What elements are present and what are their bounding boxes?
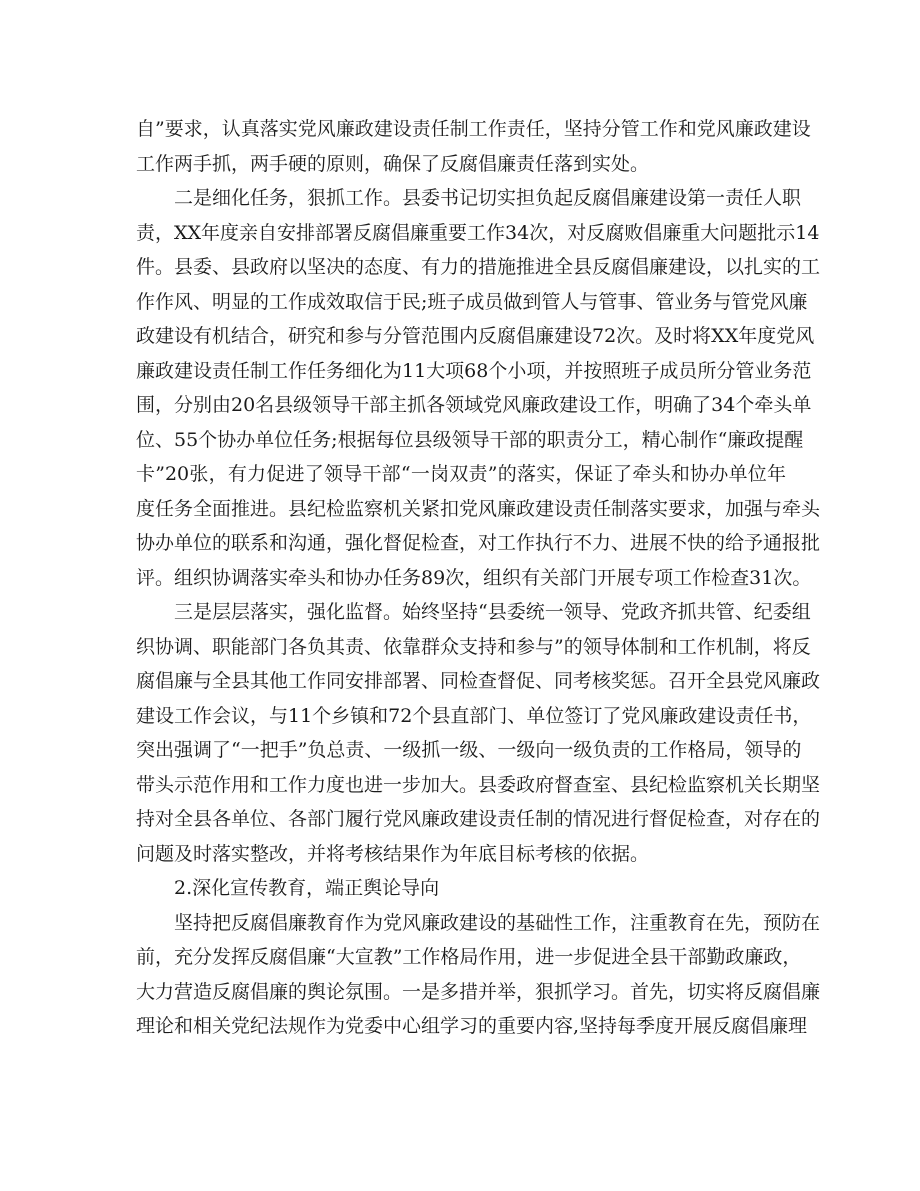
section-heading: 2.深化宣传教育，端正舆论导向 bbox=[174, 877, 440, 899]
text-line: 突出强调了“一把手”负总责、一级抓一级、一级向一级负责的工作格局，领导的 bbox=[136, 739, 802, 761]
text-line: 坚持把反腐倡廉教育作为党风廉政建设的基础性工作，注重教育在先，预防在 bbox=[174, 911, 821, 934]
text-line: 廉政建设责任制工作任务细化为11大项68个小项，并按照班子成员所分管业务范 bbox=[136, 359, 812, 382]
text-line: 政建设有机结合，研究和参与分管范围内反腐倡廉建设72次。及时将XX年度党风 bbox=[136, 325, 815, 347]
text-line: 腐倡廉与全县其他工作同安排部署、同检查督促、同考核奖惩。召开全县党风廉政 bbox=[136, 670, 821, 692]
text-line: 持对全县各单位、各部门履行党风廉政建设责任制的情况进行督促检查，对存在的 bbox=[136, 808, 821, 830]
text-line: 工作两手抓，两手硬的原则，确保了反腐倡廉责任落到实处。 bbox=[136, 152, 650, 175]
text-line: 前，充分发挥反腐倡廉“大宣教”工作格局作用，进一步促进全县干部勤政廉政， bbox=[136, 946, 802, 968]
text-line: 围，分别由20名县级领导干部主抓各领域党风廉政建设工作，明确了34个牵头单 bbox=[136, 394, 812, 416]
text-line: 责，XX年度亲自安排部署反腐倡廉重要工作34次，对反腐败倡廉重大问题批示14 bbox=[136, 221, 820, 244]
text-line: 建设工作会议，与11个乡镇和72个县直部门、单位签订了党风廉政建设责任书， bbox=[136, 704, 812, 727]
text-line: 协办单位的联系和沟通，强化督促检查，对工作执行不力、进展不快的给予通报批 bbox=[136, 532, 821, 554]
document-body bbox=[136, 112, 821, 1044]
text-line: 大力营造反腐倡廉的舆论氛围。一是多措并举，狠抓学习。首先，切实将反腐倡廉 bbox=[136, 980, 821, 1003]
text-line: 织协调、职能部门各负其责、依靠群众支持和参与”的领导体制和工作机制，将反 bbox=[136, 635, 811, 658]
text-line: 自”要求，认真落实党风廉政建设责任制工作责任，坚持分管工作和党风廉政建设 bbox=[136, 118, 811, 140]
text-line: 评。组织协调落实牵头和协办任务89次，组织有关部门开展专项工作检查31次。 bbox=[136, 566, 812, 589]
text-line: 理论和相关党纪法规作为党委中心组学习的重要内容,坚持每季度开展反腐倡廉理 bbox=[136, 1015, 808, 1037]
text-line: 作作风、明显的工作成效取信于民;班子成员做到管人与管事、管业务与管党风廉 bbox=[136, 290, 808, 313]
text-line: 带头示范作用和工作力度也进一步加大。县委政府督查室、县纪检监察机关长期坚 bbox=[136, 773, 821, 796]
text-line: 件。县委、县政府以坚决的态度、有力的措施推进全县反腐倡廉建设，以扎实的工 bbox=[136, 256, 821, 278]
text-line: 位、55个协办单位任务;根据每位县级领导干部的职责分工，精心制作“廉政提醒 bbox=[136, 428, 804, 451]
text-line: 度任务全面推进。县纪检监察机关紧扣党风廉政建设责任制落实要求，加强与牵头 bbox=[136, 497, 821, 520]
text-line: 二是细化任务，狠抓工作。县委书记切实担负起反腐倡廉建设第一责任人职 bbox=[174, 187, 802, 209]
text-line: 问题及时落实整改，并将考核结果作为年底目标考核的依据。 bbox=[136, 842, 650, 865]
text-line: 卡”20张，有力促进了领导干部“一岗双责”的落实，保证了牵头和协办单位年 bbox=[136, 463, 786, 485]
text-line: 三是层层落实，强化监督。始终坚持“县委统一领导、党政齐抓共管、纪委组 bbox=[174, 601, 811, 623]
